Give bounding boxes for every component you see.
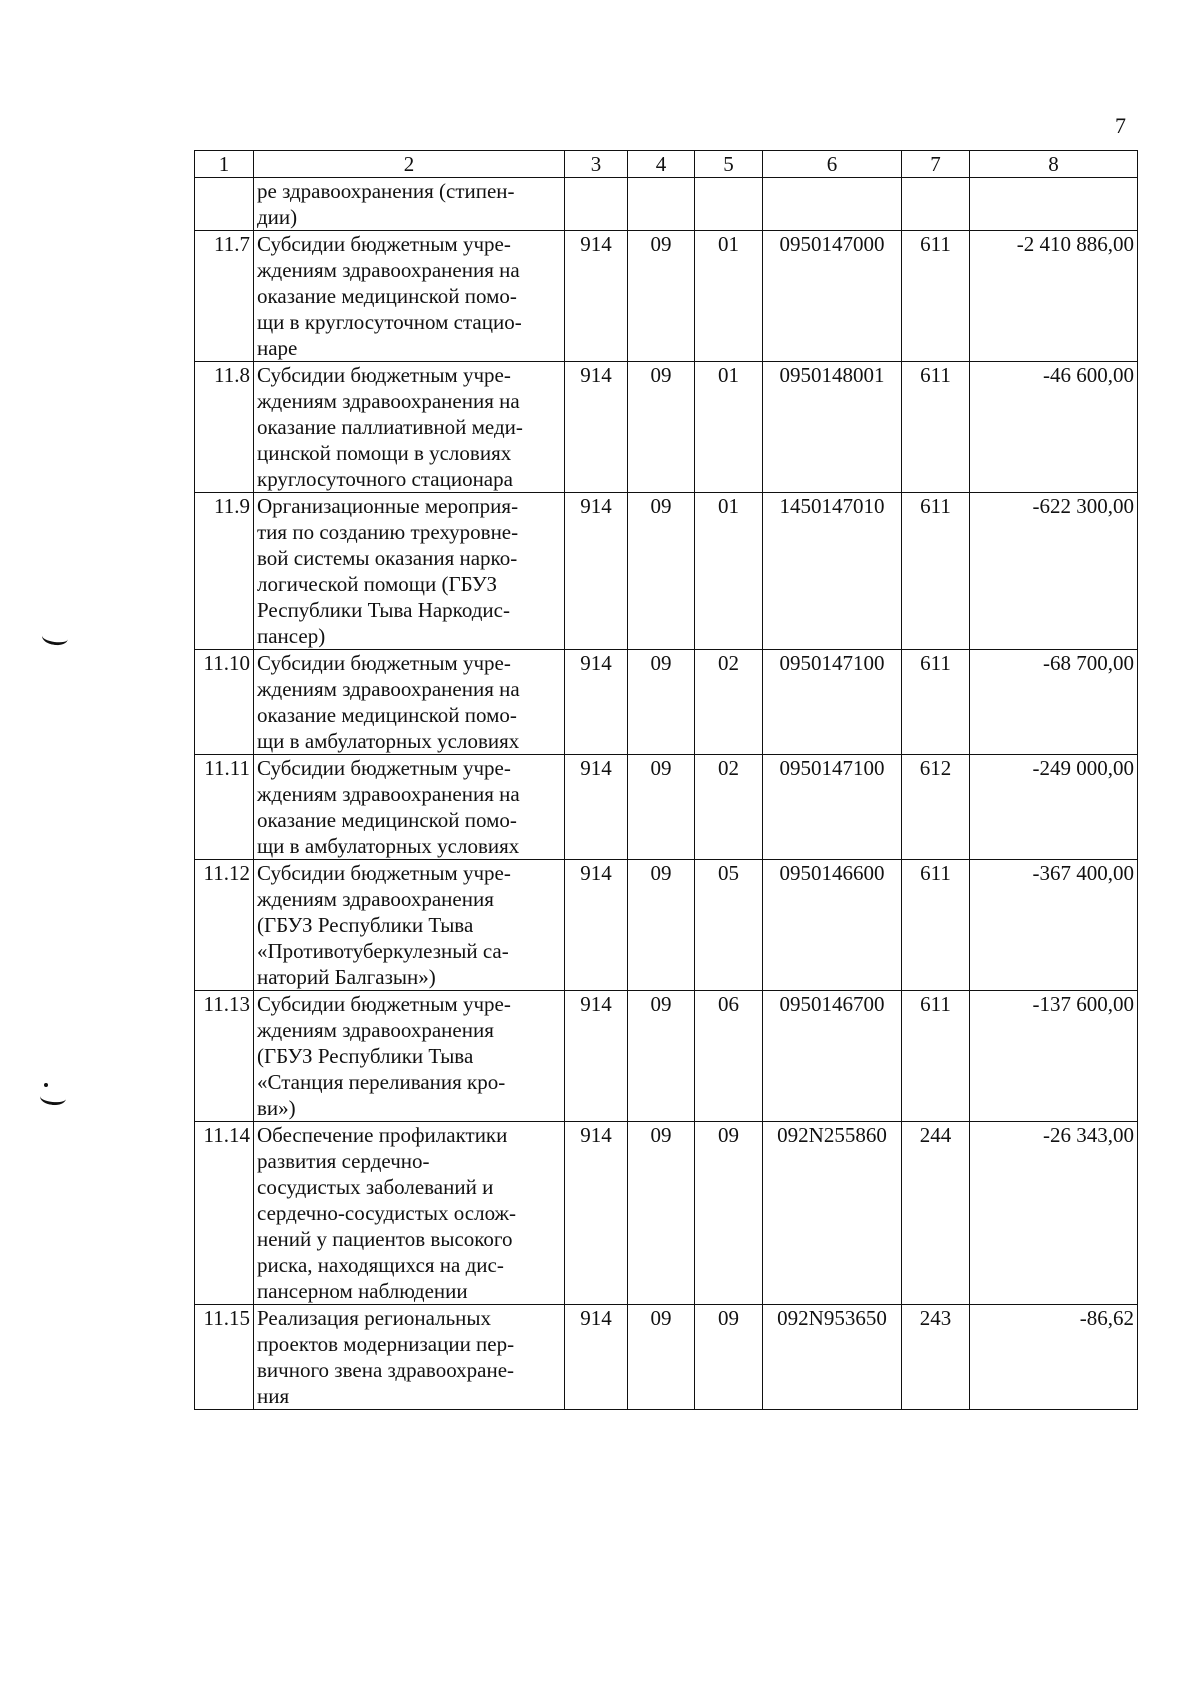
item-name-cell: Обеспечение профилактики развития сердечно- сосудистых заболеваний и сердечно-сосудистых ослож- нений у пациентов высокого риска, находящихся на дис- пансерном наблюдении	[254, 1122, 565, 1305]
scan-artifact-mark	[39, 1089, 66, 1107]
item-name-cell: Субсидии бюджетным учре- ждениям здравоохранения на оказание медицинской помо- щи в амбулаторных условиях	[254, 755, 565, 860]
code-cell-5	[695, 178, 763, 231]
code-cell-5: 09	[695, 1305, 763, 1410]
code-cell-3: 914	[565, 1122, 628, 1305]
code-cell-7: 611	[902, 650, 970, 755]
code-cell-5: 01	[695, 231, 763, 362]
row-number-cell: 11.8	[195, 362, 254, 493]
scan-artifact-mark	[41, 628, 69, 646]
code-cell-4: 09	[628, 362, 695, 493]
amount-cell: -622 300,00	[970, 493, 1138, 650]
header-cell: 8	[970, 151, 1138, 178]
code-cell-3: 914	[565, 1305, 628, 1410]
code-cell-6: 0950147100	[763, 650, 902, 755]
header-cell: 6	[763, 151, 902, 178]
item-name-cell: Субсидии бюджетным учре- ждениям здравоохранения на оказание медицинской помо- щи в круглосуточном стацио- наре	[254, 231, 565, 362]
item-name-cell: Субсидии бюджетным учре- ждениям здравоохранения на оказание паллиативной меди- цинской помощи в условиях круглосуточного стационара	[254, 362, 565, 493]
code-cell-5: 09	[695, 1122, 763, 1305]
code-cell-4: 09	[628, 860, 695, 991]
budget-table	[194, 150, 1138, 1410]
amount-cell	[970, 178, 1138, 231]
row-number-cell: 11.10	[195, 650, 254, 755]
table-row	[195, 231, 1138, 362]
amount-cell: -86,62	[970, 1305, 1138, 1410]
amount-cell: -68 700,00	[970, 650, 1138, 755]
code-cell-6: 092N255860	[763, 1122, 902, 1305]
code-cell-3: 914	[565, 650, 628, 755]
code-cell-4: 09	[628, 493, 695, 650]
amount-cell: -2 410 886,00	[970, 231, 1138, 362]
code-cell-6: 0950148001	[763, 362, 902, 493]
header-cell: 7	[902, 151, 970, 178]
row-number-cell: 11.12	[195, 860, 254, 991]
code-cell-7	[902, 178, 970, 231]
table-row	[195, 650, 1138, 755]
item-name-cell: Организационные мероприя- тия по созданию трехуровне- вой системы оказания нарко- логической помощи (ГБУЗ Республики Тыва Наркодис- пансер)	[254, 493, 565, 650]
code-cell-7: 243	[902, 1305, 970, 1410]
header-cell: 5	[695, 151, 763, 178]
code-cell-6: 0950147100	[763, 755, 902, 860]
code-cell-7: 611	[902, 362, 970, 493]
code-cell-4: 09	[628, 231, 695, 362]
item-name-cell: Субсидии бюджетным учре- ждениям здравоохранения (ГБУЗ Республики Тыва «Станция переливания кро- ви»)	[254, 991, 565, 1122]
code-cell-7: 611	[902, 991, 970, 1122]
code-cell-6: 092N953650	[763, 1305, 902, 1410]
code-cell-7: 244	[902, 1122, 970, 1305]
code-cell-4	[628, 178, 695, 231]
table-row	[195, 362, 1138, 493]
code-cell-4: 09	[628, 1122, 695, 1305]
code-cell-6	[763, 178, 902, 231]
code-cell-4: 09	[628, 991, 695, 1122]
page-number: 7	[1115, 113, 1126, 138]
code-cell-4: 09	[628, 1305, 695, 1410]
code-cell-6: 1450147010	[763, 493, 902, 650]
code-cell-7: 611	[902, 231, 970, 362]
code-cell-3: 914	[565, 493, 628, 650]
item-name-cell: Реализация региональных проектов модернизации пер- вичного звена здравоохране- ния	[254, 1305, 565, 1410]
header-cell: 2	[254, 151, 565, 178]
code-cell-6: 0950146600	[763, 860, 902, 991]
amount-cell: -26 343,00	[970, 1122, 1138, 1305]
code-cell-3	[565, 178, 628, 231]
code-cell-3: 914	[565, 231, 628, 362]
table-row	[195, 178, 1138, 231]
code-cell-5: 06	[695, 991, 763, 1122]
code-cell-4: 09	[628, 650, 695, 755]
table-row	[195, 860, 1138, 991]
code-cell-3: 914	[565, 362, 628, 493]
code-cell-3: 914	[565, 755, 628, 860]
code-cell-5: 01	[695, 493, 763, 650]
header-cell: 3	[565, 151, 628, 178]
item-name-cell: Субсидии бюджетным учре- ждениям здравоохранения на оказание медицинской помо- щи в амбулаторных условиях	[254, 650, 565, 755]
table-header-row	[195, 151, 1138, 178]
row-number-cell: 11.15	[195, 1305, 254, 1410]
amount-cell: -46 600,00	[970, 362, 1138, 493]
code-cell-7: 611	[902, 493, 970, 650]
item-name-cell: Субсидии бюджетным учре- ждениям здравоохранения (ГБУЗ Республики Тыва «Противотуберкулезный са- наторий Балгазын»)	[254, 860, 565, 991]
table-row	[195, 1122, 1138, 1305]
header-cell: 4	[628, 151, 695, 178]
row-number-cell: 11.7	[195, 231, 254, 362]
code-cell-3: 914	[565, 860, 628, 991]
header-cell: 1	[195, 151, 254, 178]
code-cell-7: 612	[902, 755, 970, 860]
scan-artifact-dot	[44, 1083, 48, 1087]
amount-cell: -137 600,00	[970, 991, 1138, 1122]
code-cell-6: 0950146700	[763, 991, 902, 1122]
code-cell-5: 02	[695, 755, 763, 860]
row-number-cell: 11.13	[195, 991, 254, 1122]
row-number-cell: 11.9	[195, 493, 254, 650]
table-row	[195, 755, 1138, 860]
item-name-cell: ре здравоохранения (стипен- дии)	[254, 178, 565, 231]
row-number-cell: 11.14	[195, 1122, 254, 1305]
amount-cell: -249 000,00	[970, 755, 1138, 860]
code-cell-5: 05	[695, 860, 763, 991]
row-number-cell	[195, 178, 254, 231]
code-cell-5: 01	[695, 362, 763, 493]
code-cell-4: 09	[628, 755, 695, 860]
table-row	[195, 991, 1138, 1122]
amount-cell: -367 400,00	[970, 860, 1138, 991]
code-cell-6: 0950147000	[763, 231, 902, 362]
table-row	[195, 493, 1138, 650]
code-cell-3: 914	[565, 991, 628, 1122]
code-cell-7: 611	[902, 860, 970, 991]
code-cell-5: 02	[695, 650, 763, 755]
row-number-cell: 11.11	[195, 755, 254, 860]
table-row	[195, 1305, 1138, 1410]
